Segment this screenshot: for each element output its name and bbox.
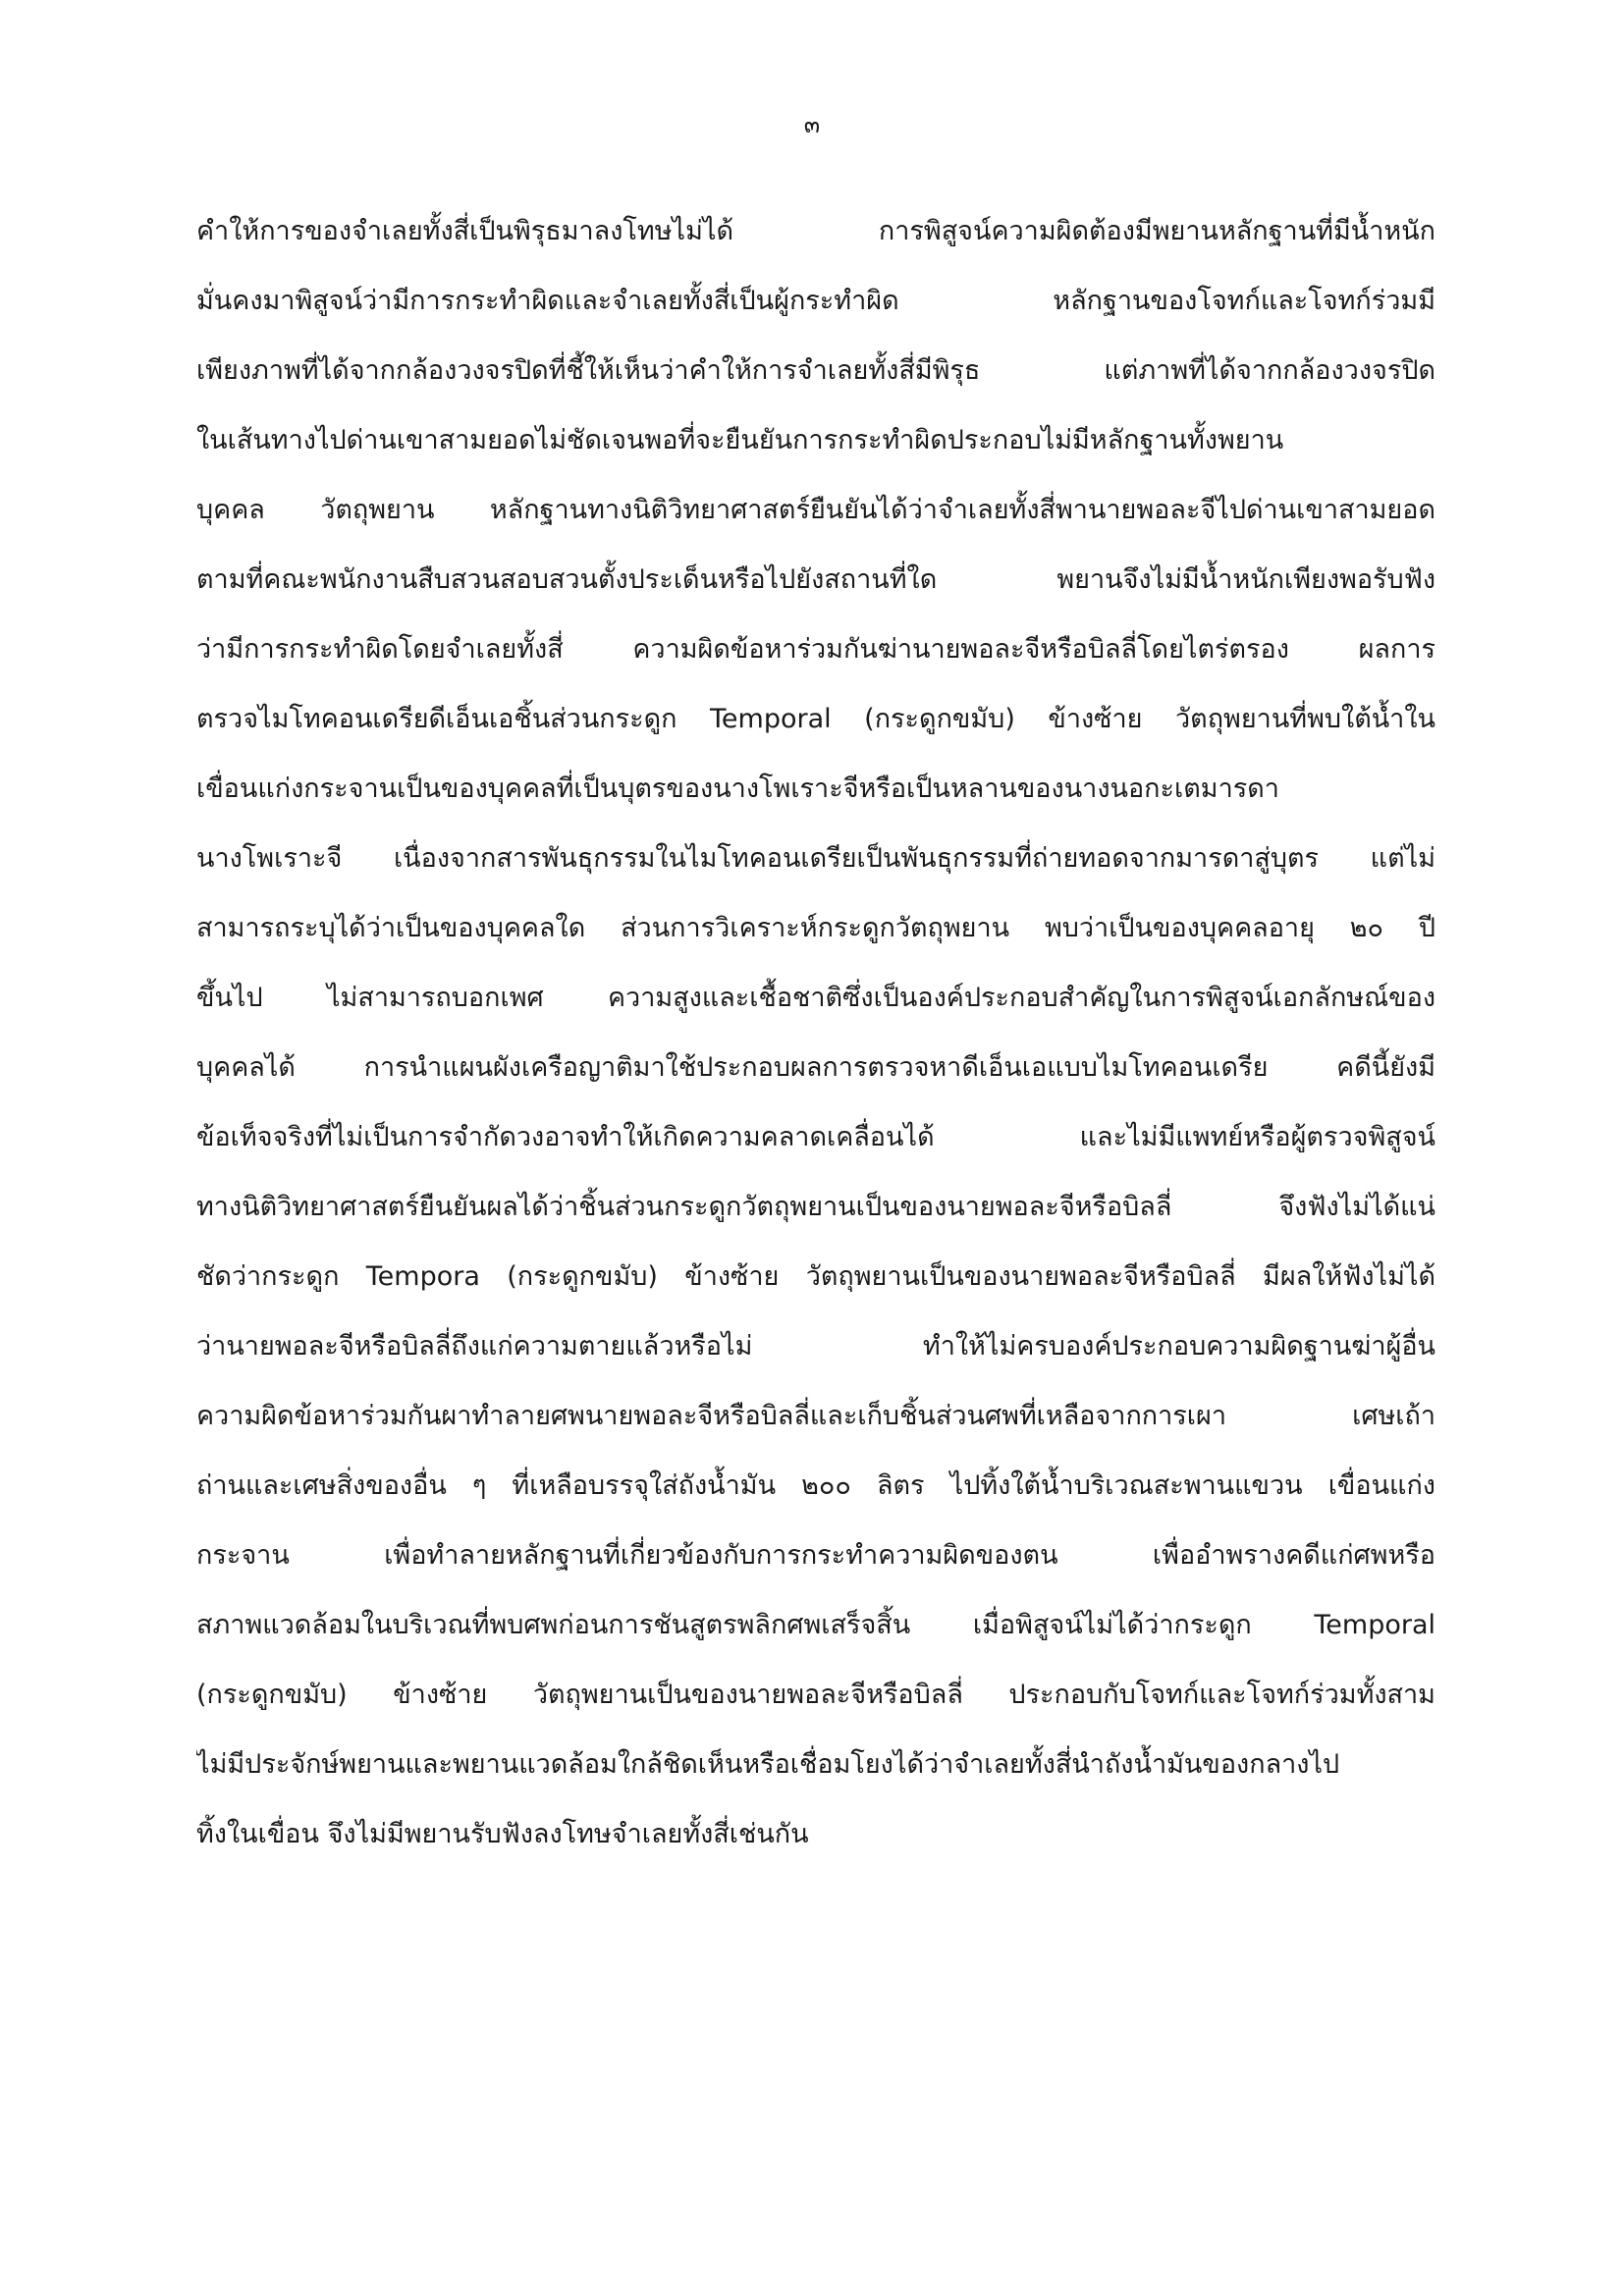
text-line: บุคคลได้ การนำแผนผังเครือญาติมาใช้ประกอบผลการตรวจหาดีเอ็นเอแบบไมโทคอนเดรีย คดีนี้ยังมี xyxy=(196,1052,1435,1083)
text-line: ข้อเท็จจริงที่ไม่เป็นการจำกัดวงอาจทำให้เกิดความคลาดเคลื่อนได้ และไม่มีแพทย์หรือผู้ตรวจพิสูจน์ xyxy=(196,1122,1435,1152)
text-line: บุคคล วัตถุพยาน หลักฐานทางนิติวิทยาศาสตร์ยืนยันได้ว่าจำเลยทั้งสี่พานายพอละจีไปด่านเขาสามยอด xyxy=(196,495,1435,525)
page-number: ๓ xyxy=(803,111,821,138)
text-line: คำให้การของจำเลยทั้งสี่เป็นพิรุธมาลงโทษไม่ได้ การพิสูจน์ความผิดต้องมีพยานหลักฐานที่มีน้ำหนัก xyxy=(196,216,1435,246)
text-line: ว่ามีการกระทำผิดโดยจำเลยทั้งสี่ ความผิดข้อหาร่วมกันฆ่านายพอละจีหรือบิลลี่โดยไตร่ตรอง ผลการ xyxy=(196,634,1435,665)
text-line: เขื่อนแก่งกระจานเป็นของบุคคลที่เป็นบุตรของนางโพเราะจีหรือเป็นหลานของนางนอกะเตมารดา xyxy=(196,774,1279,804)
text-line: ถ่านและเศษสิ่งของอื่น ๆ ที่เหลือบรรจุใส่ถังน้ำมัน ๒๐๐ ลิตร ไปทิ้งใต้น้ำบริเวณสะพานแขวน เขื่อนแก่ง xyxy=(196,1470,1435,1501)
text-line: ความผิดข้อหาร่วมกันผาทำลายศพนายพอละจีหรือบิลลี่และเก็บชิ้นส่วนศพที่เหลือจากการเผา เศษเถ้า xyxy=(196,1401,1435,1431)
text-line: ตรวจไมโทคอนเดรียดีเอ็นเอชิ้นส่วนกระดูก Temporal (กระดูกขมับ) ข้างซ้าย วัตถุพยานที่พบใต้น้ำใน xyxy=(196,704,1435,734)
text-line: สภาพแวดล้อมในบริเวณที่พบศพก่อนการชันสูตรพลิกศพเสร็จสิ้น เมื่อพิสูจน์ไม่ได้ว่ากระดูก Temporal xyxy=(196,1610,1435,1640)
text-line: ขึ้นไป ไม่สามารถบอกเพศ ความสูงและเชื้อชาติซึ่งเป็นองค์ประกอบสำคัญในการพิสูจน์เอกลักษณ์ของ xyxy=(196,983,1435,1013)
text-line: นางโพเราะจี เนื่องจากสารพันธุกรรมในไมโทคอนเดรียเป็นพันธุกรรมที่ถ่ายทอดจากมารดาสู่บุตร แต่ไม่ xyxy=(196,843,1435,874)
text-line: ทางนิติวิทยาศาสตร์ยืนยันผลได้ว่าชิ้นส่วนกระดูกวัตถุพยานเป็นของนายพอละจีหรือบิลลี่ จึงฟังไม่ได้แน่ xyxy=(196,1192,1435,1222)
text-line: ตามที่คณะพนักงานสืบสวนสอบสวนตั้งประเด็นหรือไปยังสถานที่ใด พยานจึงไม่มีน้ำหนักเพียงพอรับฟัง xyxy=(196,564,1435,595)
body-paragraph xyxy=(196,204,1435,1877)
text-line: (กระดูกขมับ) ข้างซ้าย วัตถุพยานเป็นของนายพอละจีหรือบิลลี่ ประกอบกับโจทก์และโจทก์ร่วมทั้งสาม xyxy=(196,1680,1435,1710)
text-line: ในเส้นทางไปด่านเขาสามยอดไม่ชัดเจนพอที่จะยืนยันการกระทำผิดประกอบไม่มีหลักฐานทั้งพยาน xyxy=(196,425,1284,455)
text-line: เพียงภาพที่ได้จากกล้องวงจรปิดที่ชี้ให้เห็นว่าคำให้การจำเลยทั้งสี่มีพิรุธ แต่ภาพที่ได้จากกล้องวงจรปิด xyxy=(196,355,1435,386)
text-line: กระจาน เพื่อทำลายหลักฐานที่เกี่ยวข้องกับการกระทำความผิดของตน เพื่ออำพรางคดีแก่ศพหรือ xyxy=(196,1540,1435,1571)
text-line: สามารถระบุได้ว่าเป็นของบุคคลใด ส่วนการวิเคราะห์กระดูกวัตถุพยาน พบว่าเป็นของบุคคลอายุ ๒๐ ปี xyxy=(196,913,1435,943)
text-line: ทิ้งในเขื่อน จึงไม่มีพยานรับฟังลงโทษจำเลยทั้งสี่เช่นกัน xyxy=(196,1819,809,1849)
text-line: ว่านายพอละจีหรือบิลลี่ถึงแก่ความตายแล้วหรือไม่ ทำให้ไม่ครบองค์ประกอบความผิดฐานฆ่าผู้อื่น xyxy=(196,1331,1435,1362)
text-line: มั่นคงมาพิสูจน์ว่ามีการกระทำผิดและจำเลยทั้งสี่เป็นผู้กระทำผิด หลักฐานของโจทก์และโจทก์ร่วมมี xyxy=(196,286,1435,316)
text-line: ไม่มีประจักษ์พยานและพยานแวดล้อมใกล้ชิดเห็นหรือเชื่อมโยงได้ว่าจำเลยทั้งสี่นำถังน้ำมันของกลางไป xyxy=(196,1749,1340,1780)
text-line: ชัดว่ากระดูก Tempora (กระดูกขมับ) ข้างซ้าย วัตถุพยานเป็นของนายพอละจีหรือบิลลี่ มีผลให้ฟังไม่ได้ xyxy=(196,1261,1435,1292)
